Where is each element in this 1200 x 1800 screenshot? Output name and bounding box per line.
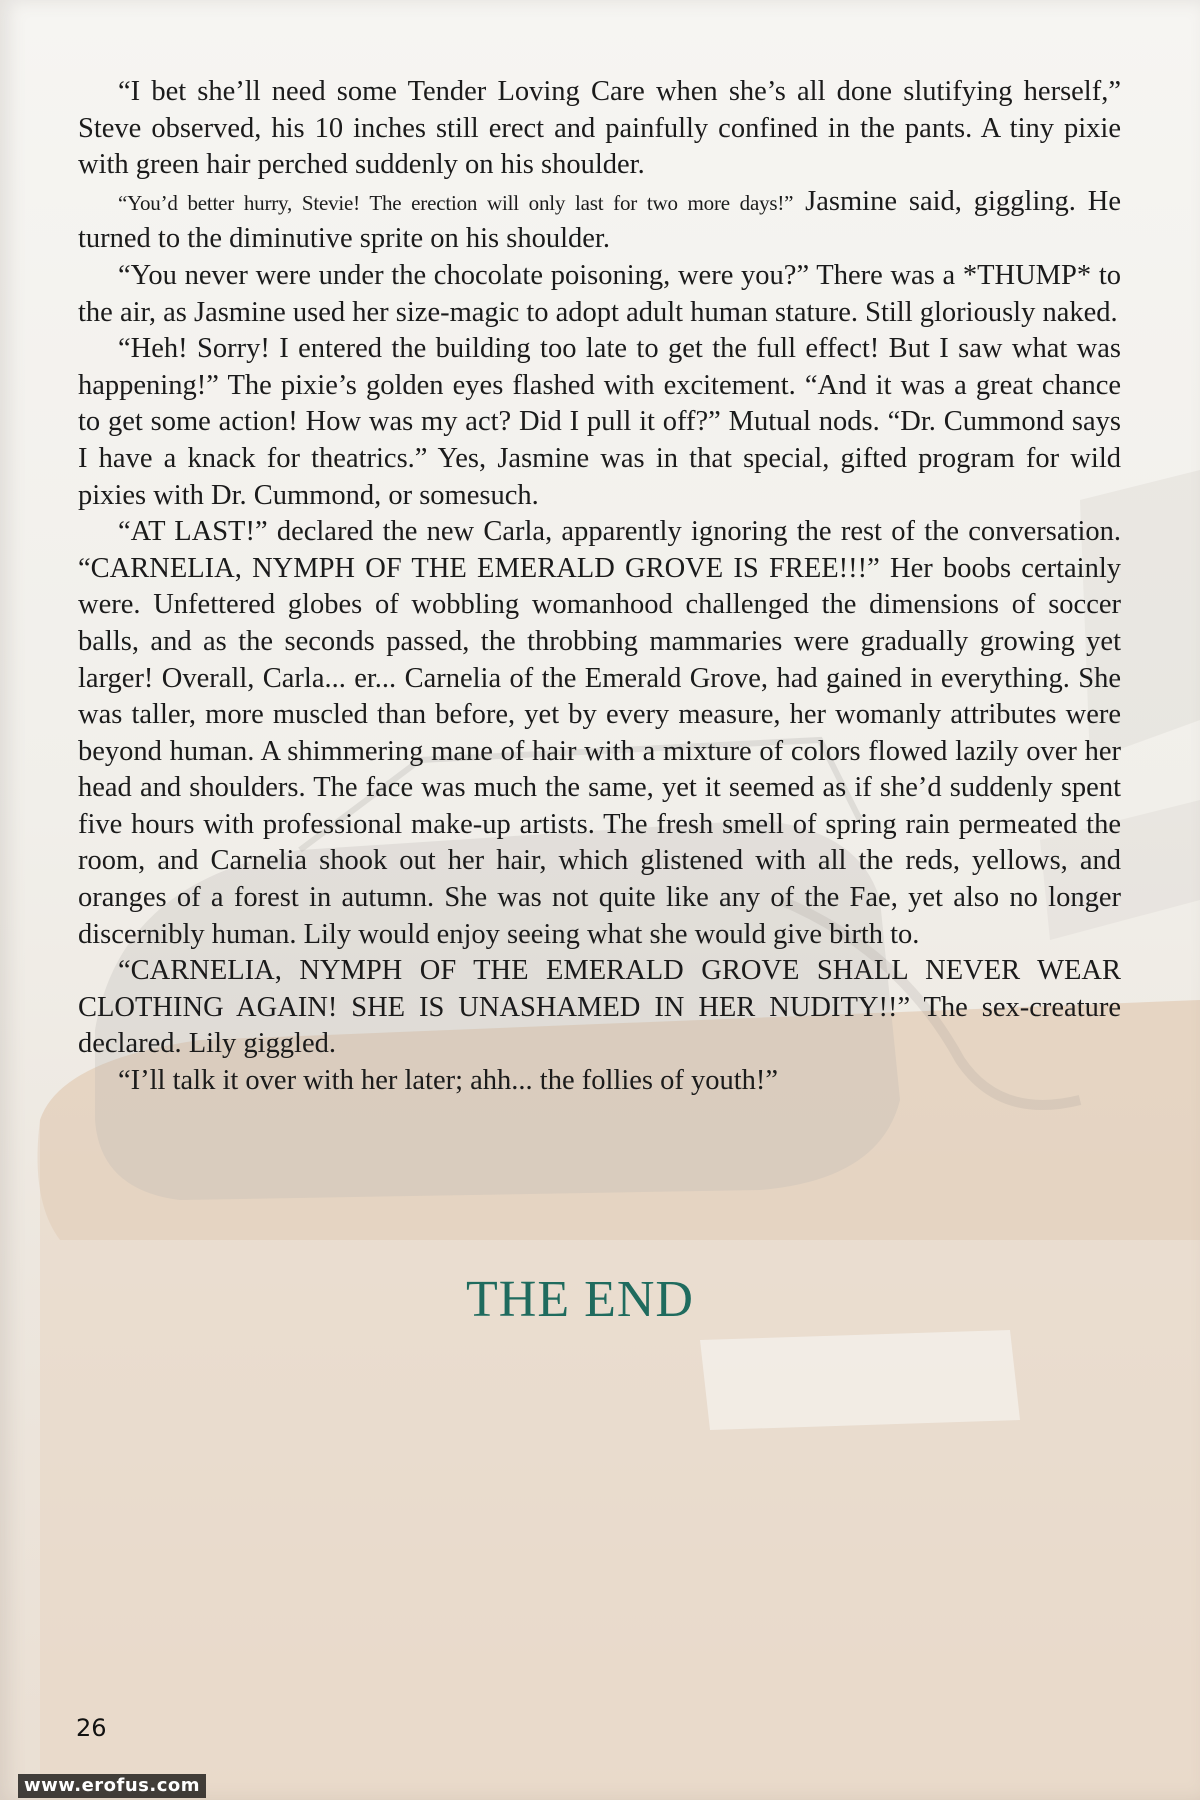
paragraph-3: “You never were under the chocolate poisoning, were you?” There was a *THUMP* to the air, as Jasmine used her size-magic to adopt adult human stature. Still gloriously naked. (78, 259, 1121, 328)
page-number: 26 (76, 1714, 107, 1742)
pixie-quote-attribution: Jasmine said, giggling. He turned to the diminutive sprite on his shoulder. (78, 185, 1121, 255)
paragraph-5: “AT LAST!” declared the new Carla, apparently ignoring the rest of the conversation. “CARNELIA, NYMPH OF THE EMERALD GROVE IS FREE!!!” Her boobs certainly were. Unfettered globes of wobbling womanhood challenged the dimensions of soccer balls, and as the seconds passed, the throbbing mammaries were gradually growing yet larger! Overall, Carla... er... Carnelia of the Emerald Grove, had gained in everything. She was taller, more muscled than before, yet by every measure, her womanly attributes were beyond human. A shimmering mane of hair with a mixture of colors flowed lazily over her head and shoulders. The face was much the same, yet it seemed as if she’d suddenly spent five hours with professional make-up artists. The fresh smell of spring rain permeated the room, and Carnelia shook out her hair, which glistened with all the reds, yellows, and oranges of a forest in autumn. She was not quite like any of the Fae, yet also no longer discernibly human. Lily would enjoy seeing what she would give birth to. (78, 516, 1121, 950)
the-end-heading: THE END (466, 1271, 694, 1328)
site-watermark[interactable]: www.erofus.com (18, 1774, 206, 1798)
paragraph-1: “I bet she’ll need some Tender Loving Care when she’s all done slutifying herself,” Steve observed, his 10 inches still erect and painfully confined in the pants. A tiny pixie with green hair perched suddenly on his shoulder. (78, 76, 1121, 181)
paragraph-4: “Heh! Sorry! I entered the building too late to get the full effect! But I saw what was happening!” The pixie’s golden eyes flashed with excitement. “And it was a great chance to get some action! How was my act? Did I pull it off?” Mutual nods. “Dr. Cummond says I have a knack for theatrics.” Yes, Jasmine was in that special, gifted program for wild pixies with Dr. Cummond, or somesuch. (78, 333, 1121, 511)
pixie-quote: “You’d better hurry, Stevie! The erection will only last for two more days!” (118, 190, 794, 215)
paragraph-2 (78, 184, 1121, 258)
paragraph-7: “I’ll talk it over with her later; ahh... the follies of youth!” (118, 1065, 779, 1097)
paragraph-6: “CARNELIA, NYMPH OF THE EMERALD GROVE SHALL NEVER WEAR CLOTHING AGAIN! SHE IS UNASHAMED IN HER NUDITY!!” The sex-creature declared. Lily giggled. (78, 955, 1121, 1060)
story-text (78, 74, 1121, 1100)
